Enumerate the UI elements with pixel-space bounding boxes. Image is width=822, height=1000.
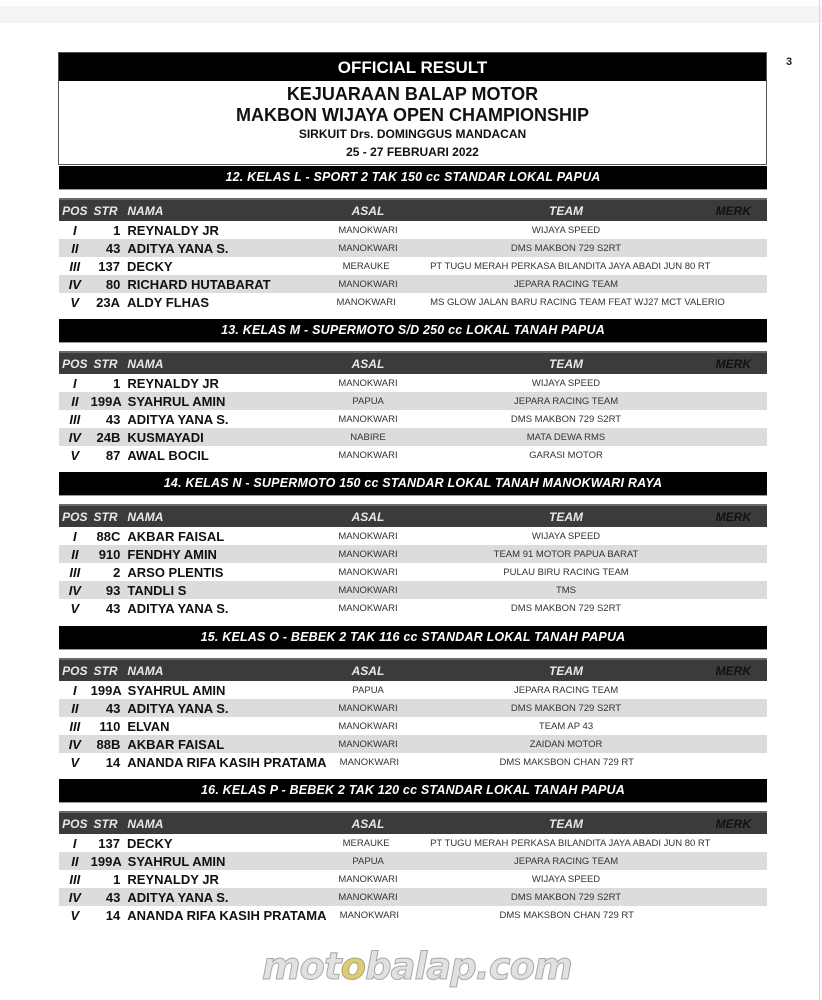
- cell-pos: II: [71, 700, 79, 716]
- column-header-pos: POS: [62, 816, 88, 831]
- cell-pos: II: [71, 853, 79, 869]
- cell-nama: AKBAR FAISAL: [127, 528, 225, 544]
- cell-str: 110: [99, 718, 121, 734]
- cell-asal: MANOKWARI: [338, 873, 398, 885]
- cell-str: 43: [105, 600, 121, 616]
- cell-asal: MANOKWARI: [338, 278, 398, 290]
- table-row: [59, 275, 767, 293]
- table-row: [59, 410, 767, 428]
- section-title: 13. KELAS M - SUPERMOTO S/D 250 cc LOKAL TANAH PAPUA: [59, 319, 767, 343]
- cell-nama: AKBAR FAISAL: [127, 736, 225, 752]
- column-header-nama: NAMA: [127, 356, 164, 371]
- cell-team: PULAU BIRU RACING TEAM: [503, 566, 629, 578]
- cell-asal: MANOKWARI: [338, 702, 398, 714]
- cell-team: JEPARA RACING TEAM: [514, 855, 619, 867]
- table-row: [59, 374, 767, 392]
- cell-team: MS GLOW JALAN BARU RACING TEAM FEAT WJ27 MCT VALERIO: [430, 296, 725, 308]
- column-header-row: [59, 504, 767, 527]
- cell-pos: III: [69, 411, 81, 427]
- cell-str: 43: [105, 700, 121, 716]
- cell-str: 910: [98, 546, 121, 562]
- table-row: [59, 446, 767, 464]
- column-header-pos: POS: [62, 663, 88, 678]
- table-row: [59, 834, 767, 852]
- cell-pos: III: [69, 258, 81, 274]
- cell-pos: V: [70, 447, 80, 463]
- cell-team: DMS MAKSBON CHAN 729 RT: [499, 756, 634, 768]
- results-section: [59, 779, 767, 924]
- cell-asal: MANOKWARI: [338, 530, 398, 542]
- cell-str: 1: [113, 222, 121, 238]
- cell-str: 88B: [96, 736, 121, 752]
- results-section: [59, 166, 767, 311]
- cell-str: 14: [105, 754, 121, 770]
- table-row: [59, 699, 767, 717]
- column-header-pos: POS: [62, 356, 88, 371]
- cell-team: PT TUGU MERAH PERKASA BILANDITA JAYA ABADI JUN 80 RT: [430, 837, 711, 849]
- cell-nama: ADITYA YANA S.: [127, 889, 229, 905]
- cell-asal: NABIRE: [350, 431, 386, 443]
- cell-str: 43: [105, 411, 121, 427]
- page-edge-line: [819, 0, 820, 1000]
- cell-str: 137: [98, 835, 120, 851]
- cell-pos: III: [69, 564, 81, 580]
- cell-str: 88C: [96, 528, 121, 544]
- cell-str: 2: [113, 564, 121, 580]
- cell-asal: MANOKWARI: [338, 377, 398, 389]
- cell-str: 199A: [90, 393, 122, 409]
- cell-str: 199A: [90, 682, 122, 698]
- table-row: [59, 888, 767, 906]
- cell-nama: ADITYA YANA S.: [127, 411, 229, 427]
- cell-asal: MANOKWARI: [339, 756, 399, 768]
- cell-team: DMS MAKBON 729 S2RT: [510, 702, 622, 714]
- cell-asal: MANOKWARI: [338, 548, 398, 560]
- column-header-pos: POS: [62, 203, 88, 218]
- cell-str: 1: [113, 375, 121, 391]
- cell-team: WIJAYA SPEED: [531, 377, 601, 389]
- table-row: [59, 581, 767, 599]
- cell-nama: ANANDA RIFA KASIH PRATAMA: [127, 907, 327, 923]
- cell-asal: MANOKWARI: [338, 449, 398, 461]
- cell-str: 43: [105, 240, 121, 256]
- table-row: [59, 852, 767, 870]
- cell-pos: IV: [68, 276, 81, 292]
- cell-pos: II: [71, 240, 79, 256]
- column-header-str: STR: [93, 509, 118, 524]
- cell-str: 14: [105, 907, 121, 923]
- cell-asal: MANOKWARI: [338, 224, 398, 236]
- cell-pos: II: [71, 393, 79, 409]
- cell-nama: SYAHRUL AMIN: [127, 853, 226, 869]
- watermark-post: balap.com: [365, 945, 572, 988]
- cell-nama: AWAL BOCIL: [127, 447, 209, 463]
- cell-pos: V: [70, 600, 80, 616]
- column-header-str: STR: [93, 203, 118, 218]
- cell-asal: MERAUKE: [342, 837, 390, 849]
- table-row: [59, 239, 767, 257]
- cell-pos: I: [73, 528, 77, 544]
- column-header-merk: MERK: [715, 203, 751, 218]
- cell-asal: MANOKWARI: [338, 602, 398, 614]
- column-header-team: TEAM: [549, 663, 583, 678]
- table-row: [59, 735, 767, 753]
- cell-asal: MANOKWARI: [338, 242, 398, 254]
- cell-nama: SYAHRUL AMIN: [127, 393, 226, 409]
- table-row: [59, 906, 767, 924]
- page-number: 3: [786, 56, 793, 68]
- cell-team: DMS MAKBON 729 S2RT: [510, 891, 622, 903]
- column-header-nama: NAMA: [127, 509, 164, 524]
- cell-team: WIJAYA SPEED: [531, 873, 601, 885]
- table-row: [59, 293, 767, 311]
- results-section: [59, 472, 767, 617]
- cell-nama: FENDHY AMIN: [127, 546, 217, 562]
- cell-str: 80: [105, 276, 121, 292]
- cell-str: 87: [105, 447, 121, 463]
- title-box: [58, 52, 767, 165]
- watermark-pre: mot: [262, 945, 341, 988]
- column-header-team: TEAM: [549, 509, 583, 524]
- event-title-line2: MAKBON WIJAYA OPEN CHAMPIONSHIP: [235, 105, 590, 125]
- column-header-row: [59, 351, 767, 374]
- cell-team: TEAM AP 43: [538, 720, 594, 732]
- column-header-merk: MERK: [715, 816, 751, 831]
- cell-asal: MANOKWARI: [338, 566, 398, 578]
- watermark-logo: [262, 945, 572, 989]
- cell-asal: MANOKWARI: [338, 584, 398, 596]
- cell-pos: I: [73, 222, 77, 238]
- cell-pos: IV: [68, 582, 81, 598]
- cell-str: 43: [105, 889, 121, 905]
- cell-team: DMS MAKBON 729 S2RT: [510, 602, 622, 614]
- cell-team: JEPARA RACING TEAM: [514, 684, 619, 696]
- column-header-asal: ASAL: [351, 203, 385, 218]
- column-header-team: TEAM: [549, 203, 583, 218]
- cell-pos: I: [73, 682, 77, 698]
- table-row: [59, 392, 767, 410]
- column-header-asal: ASAL: [351, 356, 385, 371]
- column-header-str: STR: [93, 816, 118, 831]
- column-header-row: [59, 811, 767, 834]
- cell-pos: I: [73, 375, 77, 391]
- cell-team: GARASI MOTOR: [529, 449, 603, 461]
- watermark-o: o: [340, 945, 366, 988]
- cell-asal: MANOKWARI: [336, 296, 396, 308]
- cell-nama: ADITYA YANA S.: [127, 600, 229, 616]
- top-strip: [0, 6, 822, 23]
- cell-pos: V: [70, 754, 80, 770]
- column-header-str: STR: [93, 663, 118, 678]
- cell-nama: RICHARD HUTABARAT: [127, 276, 271, 292]
- cell-str: 23A: [96, 294, 120, 310]
- column-header-merk: MERK: [715, 663, 751, 678]
- cell-team: DMS MAKSBON CHAN 729 RT: [499, 909, 634, 921]
- section-title: 14. KELAS N - SUPERMOTO 150 cc STANDAR LOKAL TANAH MANOKWARI RAYA: [59, 472, 767, 496]
- cell-nama: REYNALDY JR: [127, 871, 219, 887]
- column-header-asal: ASAL: [351, 663, 385, 678]
- section-title: 12. KELAS L - SPORT 2 TAK 150 cc STANDAR LOKAL PAPUA: [59, 166, 767, 190]
- cell-nama: ARSO PLENTIS: [127, 564, 224, 580]
- cell-str: 24B: [96, 429, 121, 445]
- cell-str: 1: [113, 871, 121, 887]
- cell-str: 93: [105, 582, 121, 598]
- column-header-team: TEAM: [549, 356, 583, 371]
- table-row: [59, 681, 767, 699]
- cell-nama: ADITYA YANA S.: [127, 700, 229, 716]
- cell-nama: REYNALDY JR: [127, 375, 219, 391]
- cell-asal: MANOKWARI: [339, 909, 399, 921]
- column-header-team: TEAM: [549, 816, 583, 831]
- results-section: [59, 626, 767, 771]
- column-header-merk: MERK: [715, 509, 751, 524]
- cell-asal: MANOKWARI: [338, 720, 398, 732]
- table-row: [59, 221, 767, 239]
- cell-asal: MANOKWARI: [338, 891, 398, 903]
- column-header-nama: NAMA: [127, 203, 164, 218]
- cell-nama: KUSMAYADI: [127, 429, 204, 445]
- column-header-row: [59, 198, 767, 221]
- cell-pos: IV: [68, 429, 81, 445]
- event-venue: SIRKUIT Drs. DOMINGGUS MANDACAN: [298, 127, 527, 141]
- cell-str: 199A: [90, 853, 122, 869]
- cell-nama: REYNALDY JR: [127, 222, 219, 238]
- table-row: [59, 599, 767, 617]
- cell-asal: PAPUA: [352, 684, 384, 696]
- cell-team: WIJAYA SPEED: [531, 530, 601, 542]
- cell-nama: ELVAN: [127, 718, 170, 734]
- cell-pos: IV: [68, 889, 81, 905]
- cell-nama: DECKY: [127, 835, 173, 851]
- cell-team: JEPARA RACING TEAM: [514, 395, 619, 407]
- cell-pos: III: [69, 718, 81, 734]
- table-row: [59, 257, 767, 275]
- cell-team: DMS MAKBON 729 S2RT: [510, 413, 622, 425]
- cell-team: WIJAYA SPEED: [531, 224, 601, 236]
- cell-team: MATA DEWA RMS: [526, 431, 606, 443]
- cell-nama: SYAHRUL AMIN: [127, 682, 226, 698]
- section-title: 15. KELAS O - BEBEK 2 TAK 116 cc STANDAR LOKAL TANAH PAPUA: [59, 626, 767, 650]
- cell-team: ZAIDAN MOTOR: [529, 738, 603, 750]
- cell-nama: ALDY FLHAS: [127, 294, 210, 310]
- cell-team: TMS: [555, 584, 577, 596]
- table-row: [59, 753, 767, 771]
- event-dates: 25 - 27 FEBRUARI 2022: [346, 145, 479, 159]
- table-row: [59, 428, 767, 446]
- cell-asal: PAPUA: [352, 395, 384, 407]
- column-header-nama: NAMA: [127, 816, 164, 831]
- column-header-pos: POS: [62, 509, 88, 524]
- column-header-str: STR: [93, 356, 118, 371]
- event-title-line1: KEJUARAAN BALAP MOTOR: [286, 84, 539, 104]
- column-header-nama: NAMA: [127, 663, 164, 678]
- cell-team: JEPARA RACING TEAM: [513, 278, 619, 290]
- cell-pos: I: [72, 835, 77, 851]
- cell-nama: ANANDA RIFA KASIH PRATAMA: [127, 754, 327, 770]
- cell-str: 137: [98, 258, 120, 274]
- cell-pos: V: [70, 294, 80, 310]
- cell-pos: IV: [68, 736, 81, 752]
- cell-asal: MANOKWARI: [338, 413, 398, 425]
- cell-team: TEAM 91 MOTOR PAPUA BARAT: [493, 548, 639, 560]
- cell-asal: MANOKWARI: [338, 738, 398, 750]
- table-row: [59, 870, 767, 888]
- cell-pos: II: [71, 546, 79, 562]
- table-row: [59, 717, 767, 735]
- cell-asal: PAPUA: [352, 855, 384, 867]
- column-header-asal: ASAL: [351, 816, 385, 831]
- table-row: [59, 545, 767, 563]
- section-title: 16. KELAS P - BEBEK 2 TAK 120 cc STANDAR LOKAL TANAH PAPUA: [59, 779, 767, 803]
- cell-asal: MERAUKE: [342, 260, 390, 272]
- results-section: [59, 319, 767, 464]
- column-header-row: [59, 658, 767, 681]
- official-result-banner: OFFICIAL RESULT: [59, 53, 766, 81]
- table-row: [59, 527, 767, 545]
- column-header-merk: MERK: [715, 356, 751, 371]
- cell-team: PT TUGU MERAH PERKASA BILANDITA JAYA ABADI JUN 80 RT: [430, 260, 711, 272]
- cell-pos: III: [69, 871, 81, 887]
- table-row: [59, 563, 767, 581]
- cell-nama: TANDLI S: [127, 582, 187, 598]
- column-header-asal: ASAL: [351, 509, 385, 524]
- cell-nama: ADITYA YANA S.: [127, 240, 229, 256]
- cell-pos: V: [70, 907, 80, 923]
- cell-team: DMS MAKBON 729 S2RT: [510, 242, 622, 254]
- cell-nama: DECKY: [127, 258, 173, 274]
